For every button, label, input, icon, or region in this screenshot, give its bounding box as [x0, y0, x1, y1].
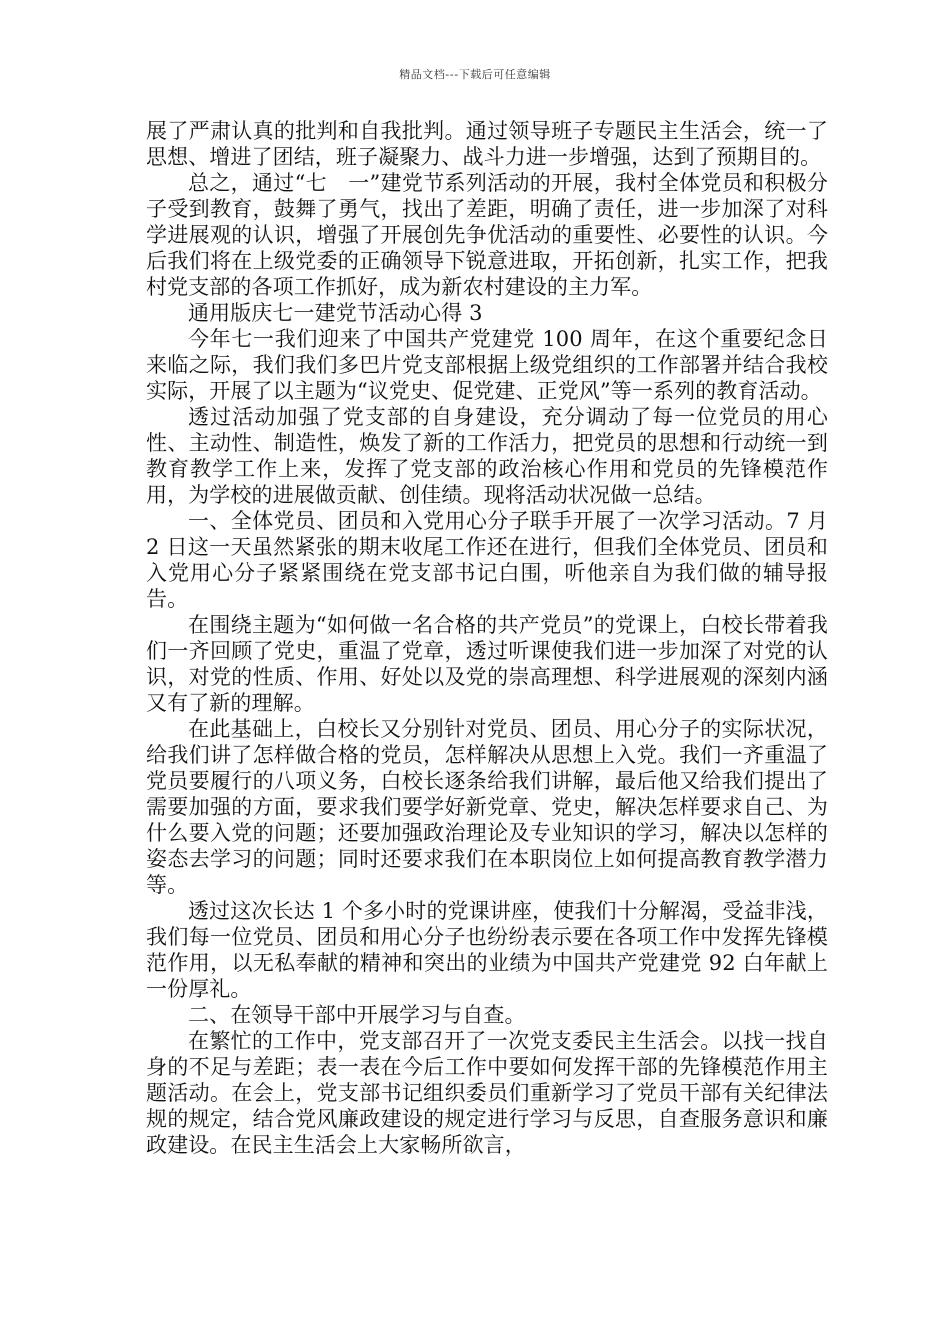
document-body: [146, 118, 828, 1158]
section-heading-3: 通用版庆七一建党节活动心得 3: [188, 301, 483, 325]
paragraph-5: 透过活动加强了党支部的自身建设，充分调动了每一位党员的用心性、主动性、制造性，焕发了新的工作活力，把党员的思想和行动统一到教育教学工作上来，发挥了党支部的政治核心作用和党员的先锋模范作用，为学校的进展做贡献、创佳绩。现将活动状况做一总结。: [146, 405, 828, 507]
page-header: 精品文档---下载后可任意编辑: [399, 68, 551, 81]
paragraph-9: 透过这次长达 1 个多小时的党课讲座，使我们十分解渴，受益非浅，我们每一位党员、团员和用心分子也纷纷表示要在各项工作中发挥先锋模范作用，以无私奉献的精神和突出的业绩为中国共产党建党 92 白年献上一份厚礼。: [146, 899, 828, 1001]
paragraph-1: 展了严肃认真的批判和自我批判。通过领导班子专题民主生活会，统一了思想、增进了团结，班子凝聚力、战斗力进一步增强，达到了预期目的。: [146, 119, 828, 169]
paragraph-11: 在繁忙的工作中，党支部召开了一次党支委民主生活会。以找一找自身的不足与差距；表一表在今后工作中要如何发挥干部的先锋模范作用主题活动。在会上，党支部书记组织委员们重新学习了党员干部有关纪律法规的规定，结合党风廉政建设的规定进行学习与反思，自查服务意识和廉政建设。在民主生活会上大家畅所欲言，: [146, 1029, 828, 1157]
paragraph-2: 总之，通过“七 一”建党节系列活动的开展，我村全体党员和积极分子受到教育，鼓舞了勇气，找出了差距，明确了责任，进一步加深了对科学进展观的认识，增强了开展创先争优活动的重要性、必要性的认识。今后我们将在上级党委的正确领导下锐意进取，开拓创新，扎实工作，把我村党支部的各项工作抓好，成为新农村建设的主力军。: [146, 171, 828, 299]
section-heading-2: 二、在领导干部中开展学习与自查。: [188, 1003, 526, 1027]
paragraph-6: 一、全体党员、团员和入党用心分子联手开展了一次学习活动。7 月 2 日这一天虽然紧张的期末收尾工作还在进行，但我们全体党员、团员和入党用心分子紧紧围绕在党支部书记白围，听他亲自为我们做的辅导报告。: [146, 509, 828, 611]
paragraph-4: 今年七一我们迎来了中国共产党建党 100 周年，在这个重要纪念日来临之际，我们我们多巴片党支部根据上级党组织的工作部署并结合我校实际，开展了以主题为“议党史、促党建、正党风”等一系列的教育活动。: [146, 327, 828, 403]
paragraph-7: 在围绕主题为“如何做一名合格的共产党员”的党课上，白校长带着我们一齐回顾了党史，重温了党章，透过听课使我们进一步加深了对党的认识，对党的性质、作用、好处以及党的崇高理想、科学进展观的深刻内涵又有了新的理解。: [146, 613, 828, 715]
paragraph-8: 在此基础上，白校长又分别针对党员、团员、用心分子的实际状况，给我们讲了怎样做合格的党员，怎样解决从思想上入党。我们一齐重温了党员要履行的八项义务，白校长逐条给我们讲解，最后他又给我们提出了需要加强的方面，要求我们要学好新党章、党史，解决怎样要求自己、为什么要入党的问题；还要加强政治理论及专业知识的学习，解决以怎样的姿态去学习的问题；同时还要求我们在本职岗位上如何提高教育教学潜力等。: [146, 717, 828, 897]
